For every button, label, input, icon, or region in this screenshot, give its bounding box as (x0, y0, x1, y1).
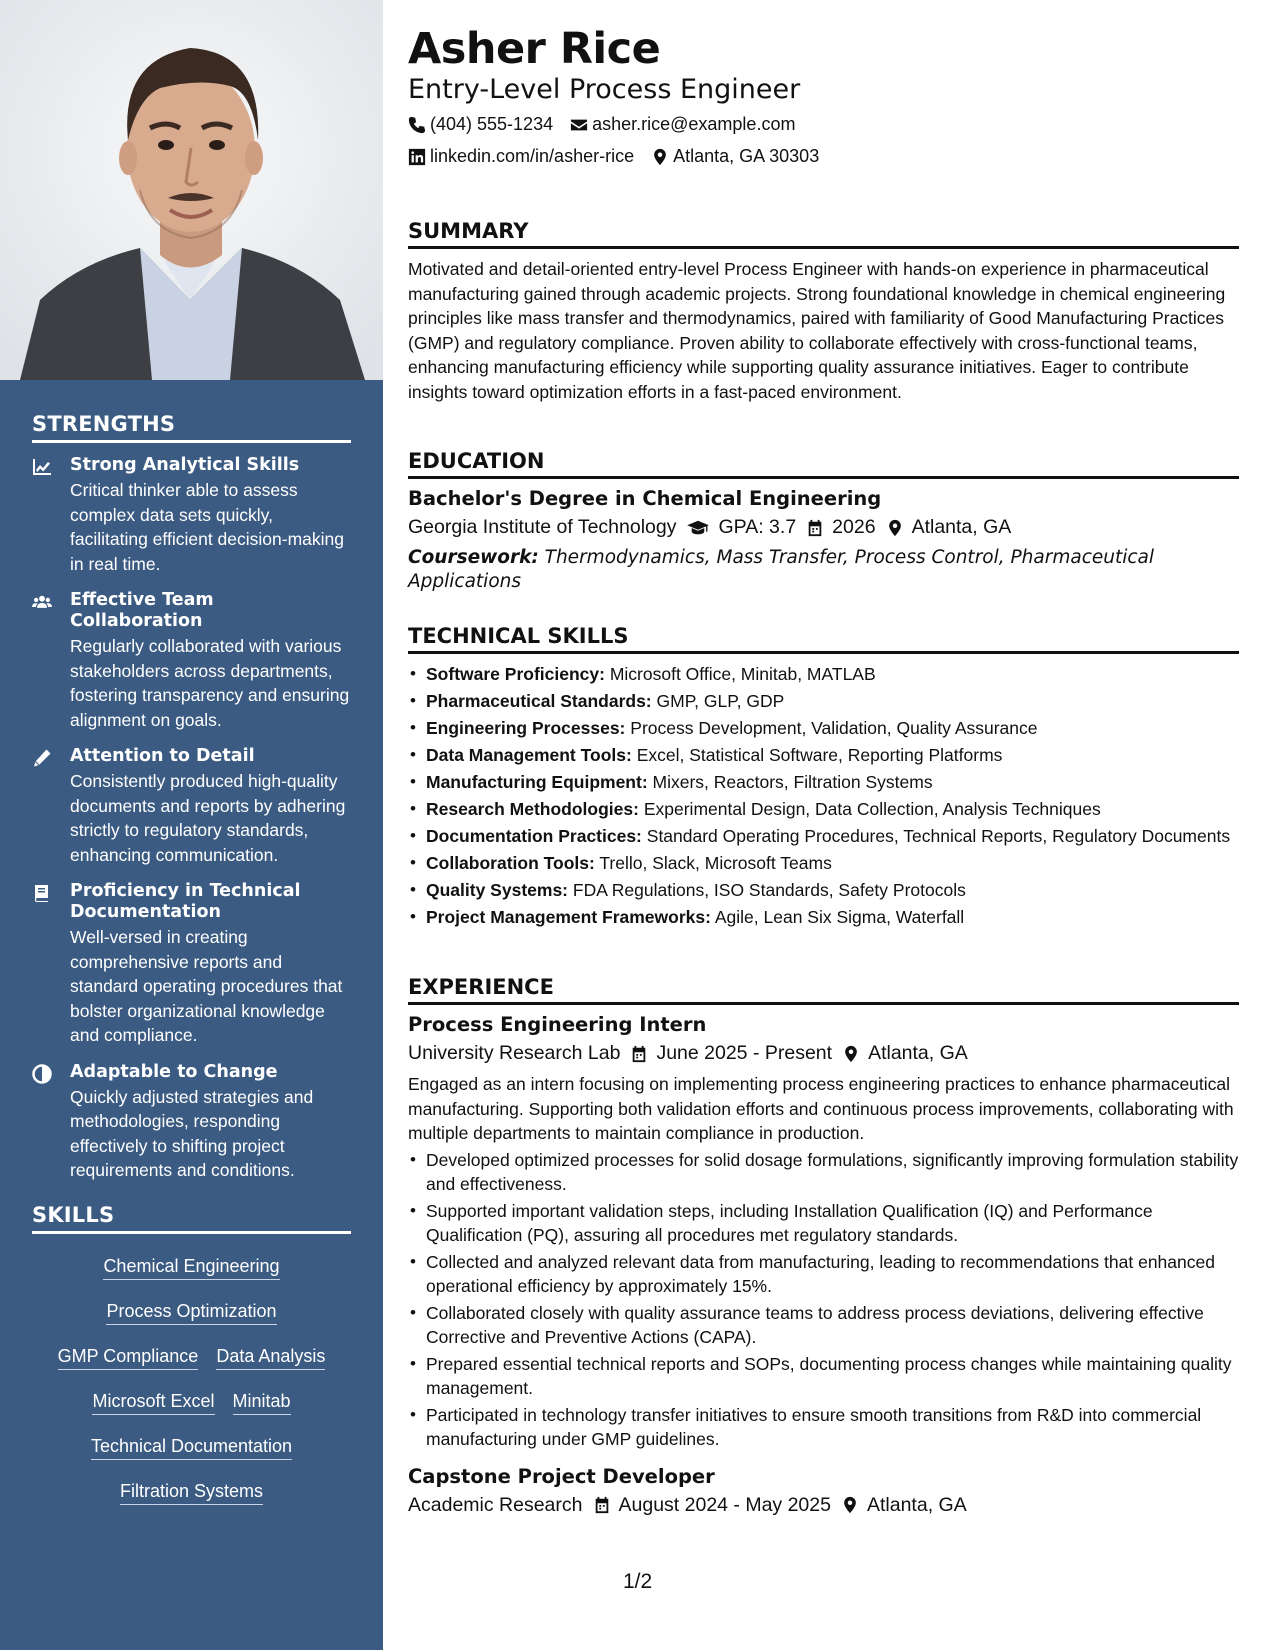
technical-skills-list (408, 662, 1239, 929)
skill-tag: Data Analysis (216, 1346, 325, 1370)
job-location: Atlanta, GA (866, 1493, 967, 1516)
job-meta (408, 1042, 1239, 1065)
linkedin[interactable] (408, 146, 634, 167)
job-location: Atlanta, GA (868, 1042, 968, 1064)
list-item: • Supported important validation steps, including Installation Qualification (IQ) and Performance Qualification (PQ), assuring all procedures met regulatory standards. (408, 1199, 1239, 1247)
coursework-list: Thermodynamics, Mass Transfer, Process Control, Pharmaceutical Applications (408, 547, 1155, 592)
education-meta (408, 516, 1239, 539)
summary-text: Motivated and detail-oriented entry-level Process Engineer with hands-on experience in pharmaceutical manufacturing gained through academic projects. Strong foundational knowledge in chemical engineering principles like mass transfer and thermodynamics, paired with familiarity of Good Manufacturing Practices (GMP) and regulatory compliance. Proven ability to collaborate effectively with cross-functional teams, enhancing manufacturing efficiency while supporting quality assurance initiatives. Eager to contribute insights toward optimization efforts in a fast-paced environment. (408, 259, 1226, 402)
section-title: SUMMARY (408, 219, 1239, 249)
list-item: • Collaborated closely with quality assurance teams to address process deviations, delivering effective Corrective and Preventive Actions (CAPA). (408, 1301, 1239, 1349)
list-item: • Engineering Processes: Process Development, Validation, Quality Assurance (408, 716, 1239, 740)
list-item: • Developed optimized processes for solid dosage formulations, significantly improving formulation stability and effectiveness. (408, 1148, 1239, 1196)
strength-title: Proficiency in Technical Documentation (70, 881, 301, 922)
section-title: EXPERIENCE (408, 975, 1239, 1005)
strength-item (32, 746, 351, 867)
list-item: • Software Proficiency: Microsoft Office, Minitab, MATLAB (408, 662, 1239, 686)
chart-line-icon (32, 455, 70, 576)
job-title: Process Engineering Intern (408, 1013, 707, 1036)
list-item: • Data Management Tools: Excel, Statistical Software, Reporting Platforms (408, 743, 1239, 767)
strength-title: Effective Team Collaboration (70, 590, 214, 631)
phone[interactable] (408, 114, 553, 135)
strength-desc: Regularly collaborated with various stakeholders across departments, fostering transparency and ensuring alignment on goals. (70, 636, 350, 730)
technical-skills-section (408, 624, 1239, 932)
calendar-icon (593, 1496, 611, 1514)
education-section (408, 449, 1239, 594)
graduation-year: 2026 (832, 516, 876, 538)
phone-text: (404) 555-1234 (430, 114, 554, 134)
strength-title: Adaptable to Change (70, 1061, 278, 1082)
strength-item (32, 455, 351, 576)
list-item: • Prepared essential technical reports and SOPs, documenting process changes while maintaining quality management. (408, 1352, 1239, 1400)
map-pin-icon (842, 1045, 860, 1063)
envelope-icon (570, 116, 588, 134)
section-title: EDUCATION (408, 449, 1239, 479)
section-title: TECHNICAL SKILLS (408, 624, 1239, 654)
strengths-title: STRENGTHS (32, 412, 351, 443)
job-org: University Research Lab (408, 1042, 621, 1064)
job-org: Academic Research (408, 1493, 583, 1516)
list-item: • Project Management Frameworks: Agile, Lean Six Sigma, Waterfall (408, 905, 1239, 929)
list-item: • Collaboration Tools: Trello, Slack, Microsoft Teams (408, 851, 1239, 875)
experience-section (408, 975, 1239, 1524)
coursework-label: Coursework: (408, 547, 539, 568)
page-number: 1/2 (623, 1570, 653, 1593)
book-icon (32, 881, 70, 1048)
job-dates: August 2024 - May 2025 (618, 1493, 831, 1516)
job-entry (408, 1465, 1239, 1517)
list-item: • Research Methodologies: Experimental Design, Data Collection, Analysis Techniques (408, 797, 1239, 821)
school-location: Atlanta, GA (911, 516, 1012, 538)
candidate-role: Entry-Level Process Engineer (408, 74, 801, 105)
school-name: Georgia Institute of Technology (408, 516, 677, 538)
summary-section (408, 219, 1239, 404)
list-item: • Documentation Practices: Standard Operating Procedures, Technical Reports, Regulatory Documents (408, 824, 1239, 848)
sidebar (0, 0, 383, 1650)
linkedin-icon (408, 148, 426, 166)
location (651, 146, 819, 167)
contact-row (408, 114, 812, 135)
location-text: Atlanta, GA 30303 (673, 146, 820, 166)
list-item: • Manufacturing Equipment: Mixers, Reactors, Filtration Systems (408, 770, 1239, 794)
pencil-icon (32, 746, 70, 867)
email-text: asher.rice@example.com (592, 114, 796, 134)
phone-icon (408, 116, 426, 134)
skill-tag: GMP Compliance (58, 1346, 199, 1370)
linkedin-text: linkedin.com/in/asher-rice (430, 146, 635, 166)
job-bullets (408, 1148, 1239, 1451)
skill-tag: Filtration Systems (120, 1481, 263, 1505)
list-item: • Pharmaceutical Standards: GMP, GLP, GDP (408, 689, 1239, 713)
strength-item (32, 1062, 351, 1183)
graduation-cap-icon (686, 519, 710, 537)
sidebar-content (32, 412, 351, 1516)
skill-tag: Minitab (233, 1391, 291, 1415)
map-pin-icon (886, 519, 904, 537)
coursework (408, 546, 1239, 594)
job-title: Capstone Project Developer (408, 1464, 715, 1488)
list-item: • Quality Systems: FDA Regulations, ISO Standards, Safety Protocols (408, 878, 1239, 902)
list-item: • Collected and analyzed relevant data from manufacturing, leading to recommendations that enhanced operational efficiency by approximately 15%. (408, 1250, 1239, 1298)
list-item: • Participated in technology transfer initiatives to ensure smooth transitions from R&D into commercial manufacturing under GMP guidelines. (408, 1403, 1239, 1451)
strength-item (32, 881, 351, 1048)
users-icon (32, 590, 70, 732)
map-pin-icon (841, 1496, 859, 1514)
calendar-icon (806, 519, 824, 537)
profile-photo (0, 0, 383, 380)
gpa: GPA: 3.7 (718, 516, 797, 538)
skill-tag: Chemical Engineering (103, 1256, 279, 1280)
map-pin-icon (651, 148, 669, 166)
candidate-name: Asher Rice (408, 24, 661, 74)
skills-title: SKILLS (32, 1203, 351, 1234)
job-description: Engaged as an intern focusing on implementing process engineering practices to enhance pharmaceutical manufacturing. Supporting both validation efforts and continuous process improvements, collaborating with multiple departments to maintain compliance in production. (408, 1074, 1234, 1143)
strength-desc: Quickly adjusted strategies and methodologies, responding effectively to shifting project requirements and conditions. (70, 1086, 314, 1180)
strength-desc: Consistently produced high-quality documents and reports by adhering strictly to regulatory standards, enhancing communication. (70, 771, 346, 865)
strength-desc: Critical thinker able to assess complex data sets quickly, facilitating efficient decision-making in real time. (70, 480, 344, 574)
calendar-icon (630, 1045, 648, 1063)
skill-tag: Microsoft Excel (92, 1391, 214, 1415)
skill-tag: Process Optimization (106, 1301, 276, 1325)
strength-title: Attention to Detail (70, 746, 255, 766)
job-meta (408, 1494, 1239, 1517)
half-circle-icon (32, 1062, 70, 1183)
strength-title: Strong Analytical Skills (70, 455, 300, 475)
skill-tag: Technical Documentation (91, 1436, 292, 1460)
job-dates: June 2025 - Present (656, 1042, 833, 1064)
degree-title: Bachelor's Degree in Chemical Engineering (408, 487, 882, 510)
strength-item (32, 590, 351, 732)
contact-row (408, 146, 836, 167)
skills-list (32, 1246, 351, 1516)
strength-desc: Well-versed in creating comprehensive reports and standard operating procedures that bolster organizational knowledge and compliance. (70, 927, 343, 1045)
job-entry (408, 1013, 1239, 1451)
email[interactable] (570, 114, 795, 135)
